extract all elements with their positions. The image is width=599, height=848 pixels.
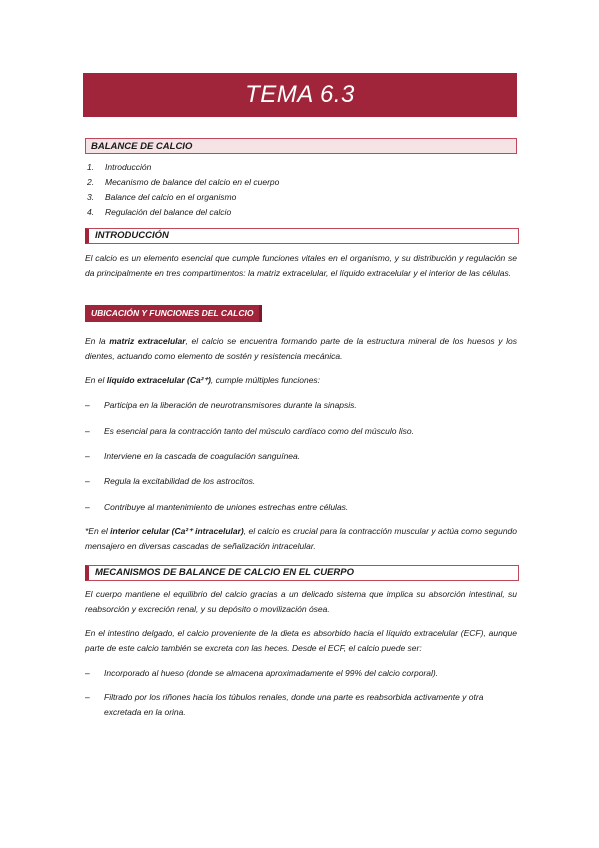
toc-number: 1. [87, 162, 95, 172]
text-run: , el calcio es crucial para la contracción muscular y actúa como segundo mensajero en diversas cascadas de señalización intracelular. [85, 526, 518, 551]
list-item [85, 500, 517, 515]
toc-label: Mecanismo de balance del calcio en el cuerpo [105, 177, 280, 187]
dash-marker: – [85, 668, 90, 678]
intracelular-paragraph [85, 524, 517, 554]
list-item [85, 474, 517, 489]
toc-label: Balance del calcio en el organismo [105, 192, 237, 202]
table-of-contents [87, 160, 279, 220]
mecanismos-paragraph-1: El cuerpo mantiene el equilibrio del calcio gracias a un delicado sistema que implica su absorción intestinal, su reabsorción y excreción renal, y su depósito o movilización ósea. [85, 589, 517, 614]
toc-label: Introducción [105, 162, 152, 172]
toc-number: 3. [87, 192, 95, 202]
list-item-text: Incorporado al hueso (donde se almacena aproximadamente el 99% del calcio corporal). [104, 668, 439, 678]
toc-item [87, 175, 279, 190]
list-item-text: Regula la excitabilidad de los astrocitos. [104, 476, 256, 486]
list-item [85, 666, 517, 681]
list-item-text: Filtrado por los riñones hacia los túbulos renales, donde una parte es reabsorbida activamente y otra excretada en la orina. [104, 692, 484, 717]
page-title: TEMA 6.3 [245, 81, 355, 108]
ubicacion-heading: UBICACIÓN Y FUNCIONES DEL CALCIO [85, 305, 262, 322]
list-item [85, 424, 517, 439]
toc-item [87, 160, 279, 175]
bold-term: interior celular (Ca²⁺ intracelular) [110, 526, 244, 536]
list-item [85, 398, 517, 413]
dash-marker: – [85, 451, 90, 461]
toc-number: 4. [87, 207, 95, 217]
matriz-paragraph [85, 334, 517, 364]
toc-item [87, 190, 279, 205]
intro-heading: INTRODUCCIÓN [85, 228, 519, 244]
mecanismos-paragraph-2: En el intestino delgado, el calcio proveniente de la dieta es absorbido hacia el líquido extracelular (ECF), aunque parte de este calcio también se excreta con las heces. Desde el ECF, el calcio puede ser: [85, 628, 517, 653]
list-item-text: Participa en la liberación de neurotransmisores durante la sinapsis. [104, 400, 357, 410]
bold-term: líquido extracelular (Ca²⁺) [106, 375, 211, 385]
list-item [85, 449, 517, 464]
list-item-text: Es esencial para la contracción tanto del músculo cardíaco como del músculo liso. [104, 426, 414, 436]
liquido-paragraph [85, 373, 517, 388]
list-item-text: Interviene en la cascada de coagulación sanguínea. [104, 451, 301, 461]
title-banner [83, 73, 517, 117]
toc-number: 2. [87, 177, 95, 187]
toc-item [87, 205, 279, 220]
dash-marker: – [85, 692, 90, 702]
text-run: En el [85, 375, 107, 385]
toc-label: Regulación del balance del calcio [105, 207, 232, 217]
bold-term: matriz extracelular [109, 336, 186, 346]
intro-paragraph: El calcio es un elemento esencial que cumple funciones vitales en el organismo, y su distribución y regulación se da principalmente en tres compartimentos: la matriz extracelular, el líquido extracelular y el interior de las células. [85, 253, 517, 278]
text-run: En la [85, 336, 110, 346]
text-run: , el calcio se encuentra formando parte de la estructura mineral de los huesos y los dientes, actuando como elemento de sostén y resistencia mecánica. [85, 336, 517, 361]
dash-marker: – [85, 502, 90, 512]
dash-marker: – [85, 476, 90, 486]
text-run: , cumple múltiples funciones: [210, 375, 321, 385]
dash-marker: – [85, 426, 90, 436]
index-heading: BALANCE DE CALCIO [85, 138, 517, 154]
list-item [85, 690, 517, 720]
dash-marker: – [85, 400, 90, 410]
mecanismos-heading: MECANISMOS DE BALANCE DE CALCIO EN EL CUERPO [85, 565, 519, 581]
list-item-text: Contribuye al mantenimiento de uniones estrechas entre células. [104, 502, 349, 512]
text-run: *En el [85, 526, 111, 536]
